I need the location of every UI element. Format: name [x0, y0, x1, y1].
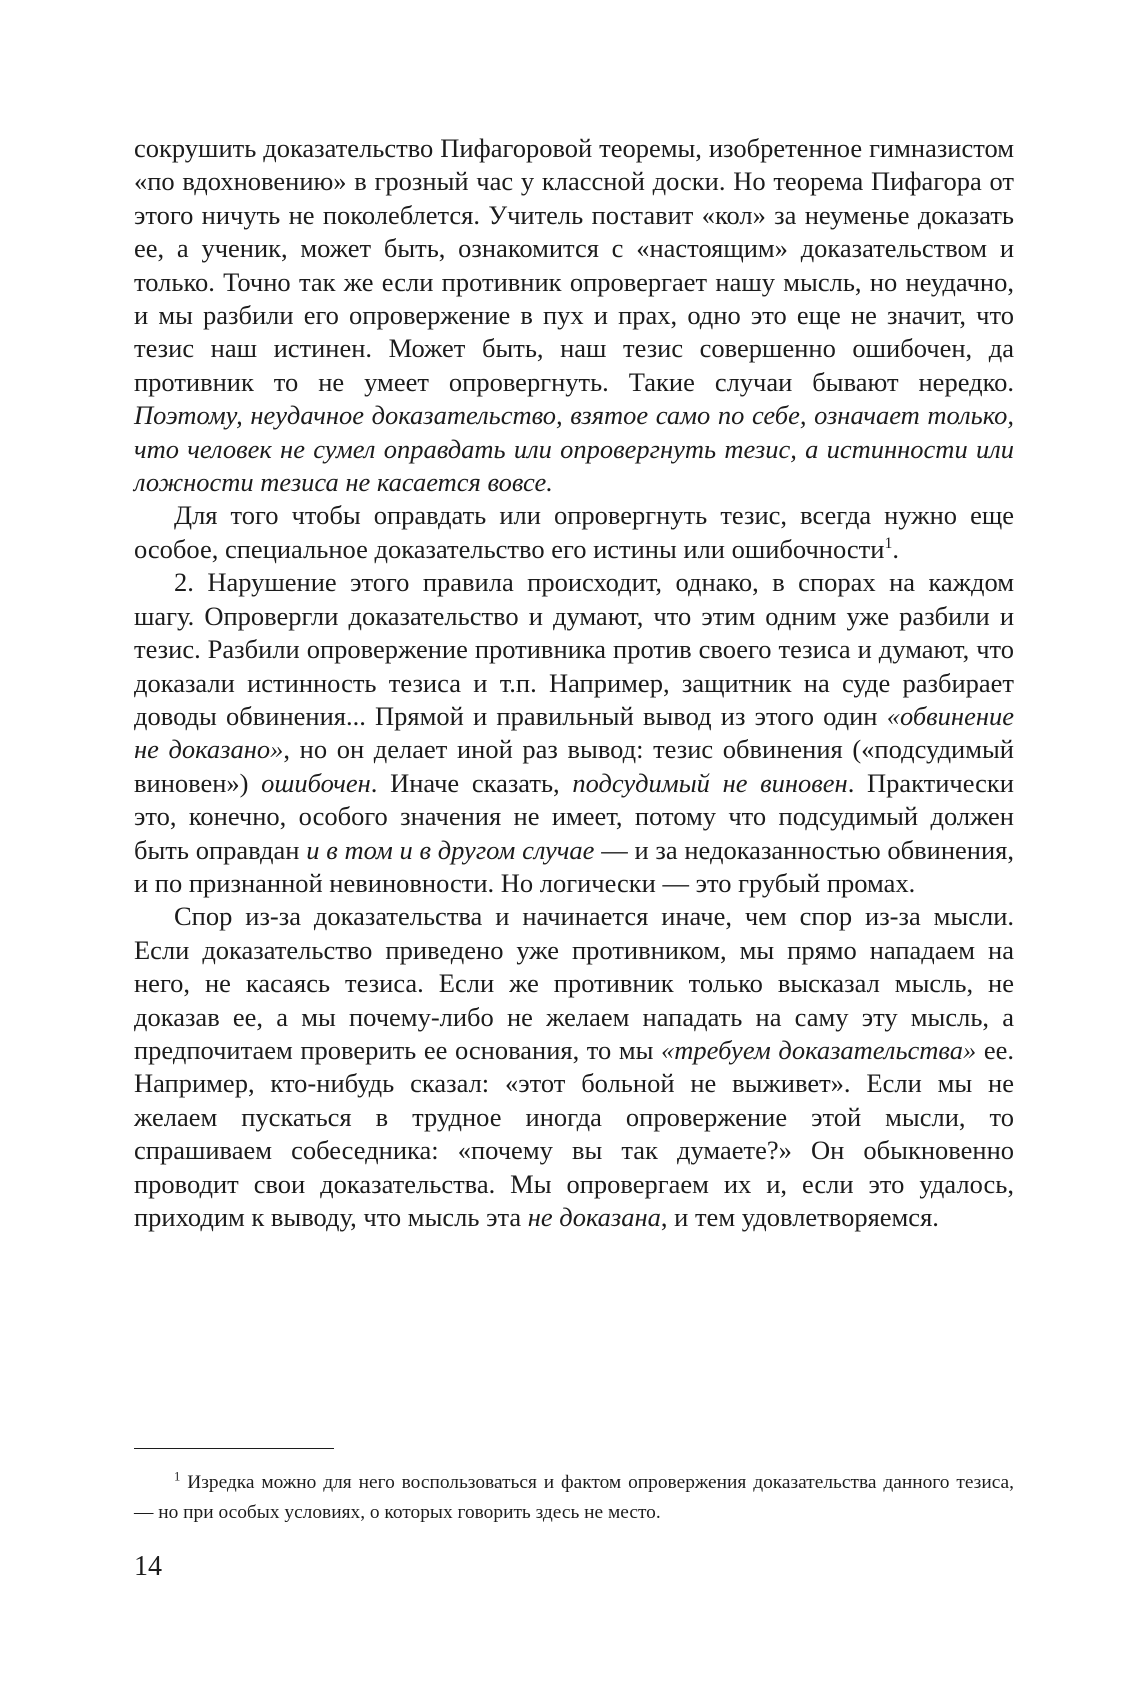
- paragraph-2: [134, 499, 1014, 566]
- paragraph-3-italic-1: «обвинение не доказано»: [134, 700, 1014, 765]
- paragraph-4-text-2: ее. Например, кто-нибудь сказал: «этот больной не выживет». Если мы не желаем пускаться в трудное иногда опровержение этой мысли, то спрашиваем собеседника: «почему вы так думаете?» Он обыкновенно проводит свои доказательства. Мы опровергаем их и, если это удалось, приходим к выводу, что мысль эта: [134, 1034, 1014, 1232]
- paragraph-3-text-1: 2. Нарушение этого правила происходит, однако, в спорах на каждом шагу. Опровергли доказательство и думают, что этим одним уже разбили и тезис. Разбили опровержение противника против своего тезиса и думают, что доказали истинность тезиса и т.п. Например, защитник на суде разбирает доводы обвинения... Прямой и правильный вывод из этого один: [134, 567, 1014, 731]
- paragraph-4-italic-1: «требуем доказательства»: [661, 1034, 977, 1065]
- page-number: 14: [134, 1551, 162, 1582]
- paragraph-2-text: Для того чтобы оправдать или опровергнуть тезис, всегда нужно еще особое, специальное доказательство его истины или ошибочности: [134, 500, 1014, 564]
- paragraph-3-italic-4: и в том и в другом случае: [306, 834, 595, 865]
- paragraph-3-text-2: , но он делает иной раз вывод: тезис обвинения («подсудимый виновен»): [134, 734, 1014, 798]
- footnote-text: Изредка можно для него воспользоваться и фактом опровержения доказательства данного тезиса, — но при особых условиях, о которых говорить здесь не место.: [134, 1472, 1014, 1523]
- paragraph-4-text-1: Спор из-за доказательства и начинается иначе, чем спор из-за мысли. Если доказательство приведено уже противником, мы прямо нападаем на него, не касаясь тезиса. Если же противник только высказал мысль, не доказав ее, а мы почему-либо не желаем нападать на саму эту мысль, а предпочитаем проверить ее основания, то мы: [134, 901, 1014, 1065]
- main-text: [134, 132, 1014, 1234]
- paragraph-3-text-5: — и за недоказанностью обвинения, и по признанной невиновности. Но логически — это грубый промах.: [134, 834, 1014, 898]
- footnote: [134, 1468, 1014, 1528]
- paragraph-4: [134, 900, 1014, 1234]
- paragraph-4-italic-2: не доказана: [527, 1202, 661, 1232]
- footnote-marker: 1: [174, 1469, 181, 1484]
- footnote-separator: [134, 1448, 334, 1449]
- paragraph-3-italic-2: ошибочен: [261, 767, 371, 798]
- paragraph-4-text-3: , и тем удовлетворяемся.: [660, 1202, 939, 1232]
- paragraph-1: [134, 132, 1014, 499]
- paragraph-3-text-3: . Иначе сказать,: [370, 767, 573, 798]
- paragraph-3-text-4: . Практически это, конечно, особого значения не имеет, потому что подсудимый должен быть оправдан: [134, 767, 1014, 865]
- paragraph-3: [134, 566, 1014, 900]
- paragraph-2-end: .: [892, 533, 900, 564]
- footnote-reference[interactable]: 1: [884, 535, 893, 553]
- paragraph-3-italic-3: подсудимый не виновен: [572, 767, 848, 798]
- paragraph-1-text: сокрушить доказательство Пифагоровой теоремы, изобретенное гимназистом «по вдохновению» в грозный час у классной доски. Но теорема Пифагора от этого ничуть не поколеблется. Учитель поставит «кол» за неуменье доказать ее, а ученик, может быть, ознакомится с «настоящим» доказательством и только. Точно так же если противник опровергает нашу мысль, но неудачно, и мы разбили его опровержение в пух и прах, одно это еще не значит, что тезис наш истинен. Может быть, наш тезис совершенно ошибочен, да противник то не умеет опровергнуть. Такие случаи бывают нередко.: [134, 133, 1014, 397]
- paragraph-1-italic: Поэтому, неудачное доказательство, взятое само по себе, означает только, что человек не сумел оправдать или опровергнуть тезис, а истинности или ложности тезиса не касается вовсе.: [134, 400, 1014, 498]
